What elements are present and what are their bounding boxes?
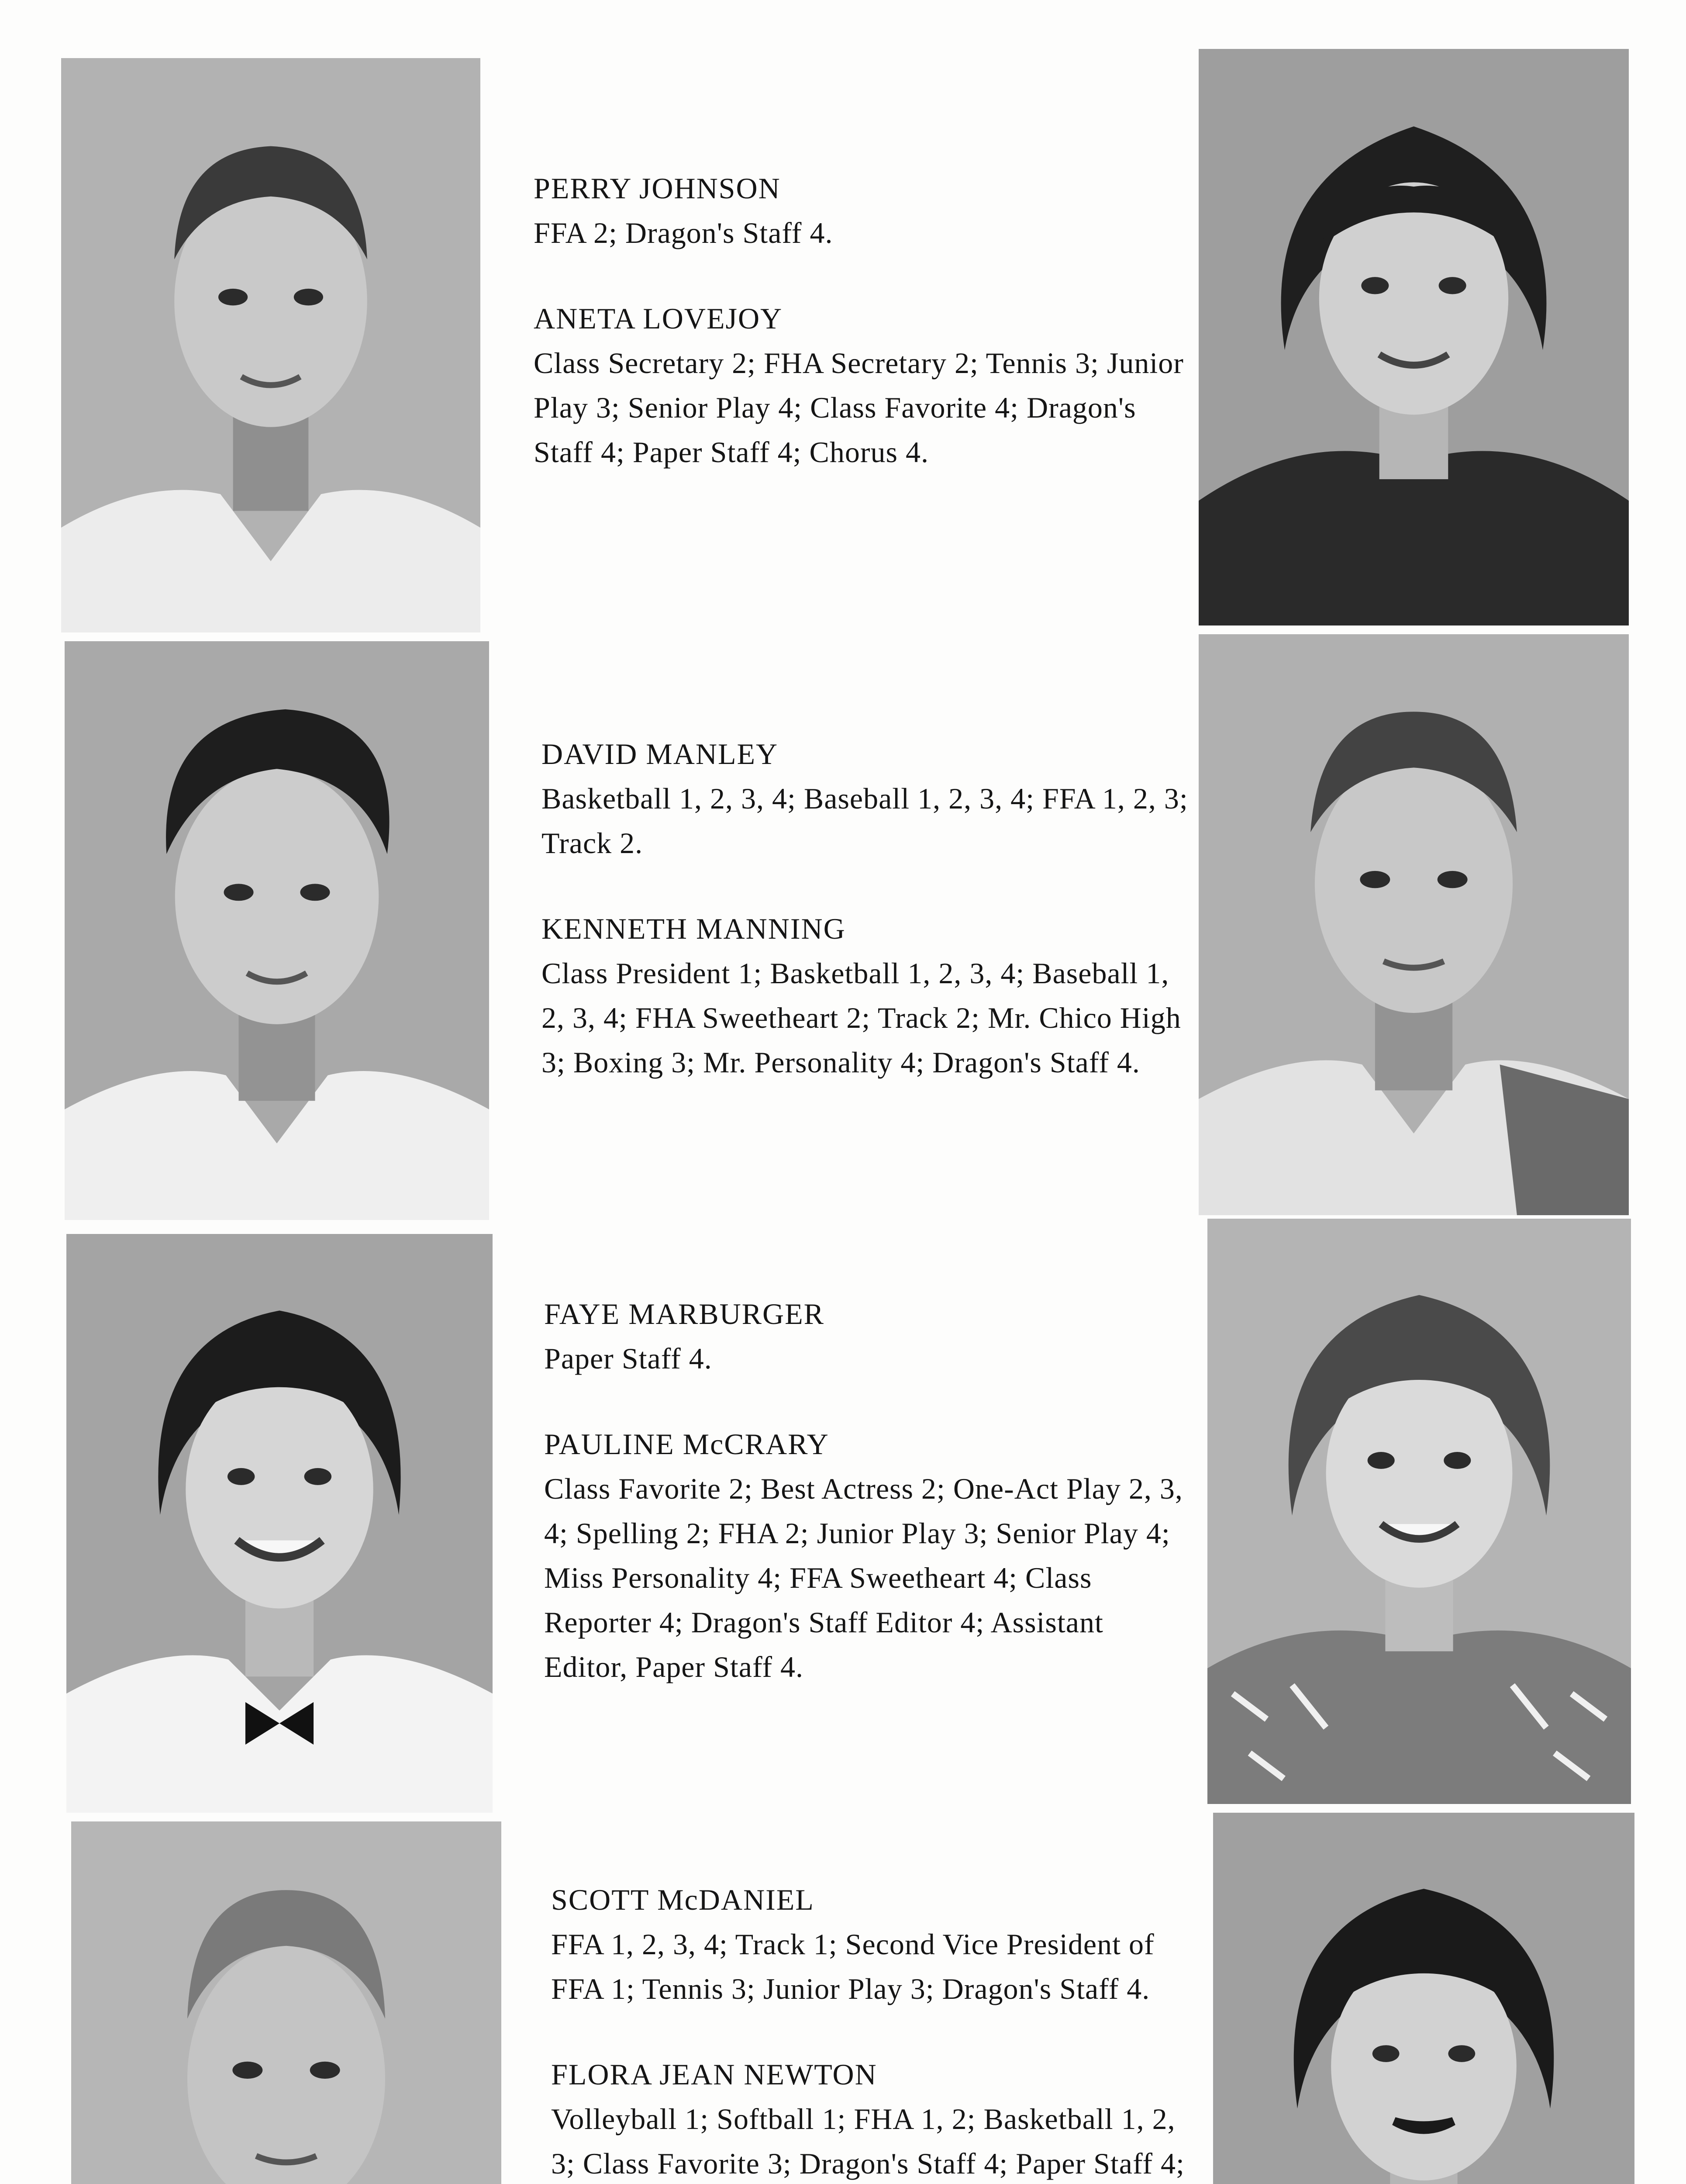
student-name: DAVID MANLEY — [541, 737, 779, 771]
portrait-girl-icon — [66, 1234, 493, 1813]
portrait-aneta-lovejoy — [1199, 49, 1629, 625]
student-activities: Basketball 1, 2, 3, 4; Baseball 1, 2, 3, 4; FFA 1, 2, 3; Track 2. — [541, 782, 1188, 860]
student-name: FAYE MARBURGER — [544, 1297, 825, 1330]
student-entry — [544, 1292, 1195, 1381]
student-name: SCOTT McDANIEL — [551, 1883, 814, 1916]
student-activities: Volleyball 1; Softball 1; FHA 1, 2; Basketball 1, 2, 3; Class Favorite 3; Dragon's Staff 4; Paper Staff 4; — [551, 2102, 1185, 2180]
portrait-faye-marburger — [66, 1234, 493, 1813]
portrait-scott-mcdaniel — [71, 1821, 501, 2184]
portrait-david-manley — [65, 641, 489, 1220]
student-entry — [534, 166, 1184, 255]
student-activities: Paper Staff 4. — [544, 1342, 712, 1375]
student-name: ANETA LOVEJOY — [534, 302, 783, 335]
student-entry — [534, 296, 1184, 474]
text-block-row-2 — [541, 732, 1192, 1085]
portrait-boy-icon — [65, 641, 489, 1220]
student-entry — [541, 732, 1192, 865]
portrait-pauline-mccrary — [1207, 1219, 1631, 1804]
student-name: KENNETH MANNING — [541, 912, 846, 945]
portrait-flora-jean-newton — [1213, 1813, 1634, 2184]
student-name: PAULINE McCRARY — [544, 1427, 829, 1461]
portrait-boy-icon — [61, 58, 480, 632]
student-entry — [541, 906, 1192, 1085]
student-activities: FFA 1, 2, 3, 4; Track 1; Second Vice President of FFA 1; Tennis 3; Junior Play 3; Dragon's Staff 4. — [551, 1928, 1155, 2005]
student-activities: Class President 1; Basketball 1, 2, 3, 4; Baseball 1, 2, 3, 4; FHA Sweetheart 2; Track 2; Mr. Chico High 3; Boxing 3; Mr. Personality 4; Dragon's Staff 4. — [541, 957, 1181, 1079]
student-name: FLORA JEAN NEWTON — [551, 2058, 877, 2091]
student-entry — [551, 1877, 1202, 2011]
student-activities: FFA 2; Dragon's Staff 4. — [534, 216, 833, 249]
portrait-girl-icon — [1199, 49, 1629, 625]
portrait-boy-icon — [1199, 634, 1629, 1215]
text-block-row-4 — [551, 1877, 1202, 2184]
student-entry — [544, 1422, 1195, 1689]
student-entry — [551, 2052, 1202, 2184]
portrait-girl-icon — [1207, 1219, 1631, 1804]
student-name: PERRY JOHNSON — [534, 172, 781, 205]
student-activities: Class Secretary 2; FHA Secretary 2; Tennis 3; Junior Play 3; Senior Play 4; Class Favorite 4; Dragon's Staff 4; Paper Staff 4; Chorus 4. — [534, 346, 1184, 469]
text-block-row-3 — [544, 1292, 1195, 1689]
portrait-girl-icon — [1213, 1813, 1634, 2184]
text-block-row-1 — [534, 166, 1184, 474]
student-activities: Class Favorite 2; Best Actress 2; One-Act Play 2, 3, 4; Spelling 2; FHA 2; Junior Play 3; Senior Play 4; Miss Personality 4; FFA Sweetheart 4; Class Reporter 4; Dragon's Staff Editor 4; Assistant Editor, Paper Staff 4. — [544, 1472, 1183, 1683]
portrait-kenneth-manning — [1199, 634, 1629, 1215]
portrait-perry-johnson — [61, 58, 480, 632]
portrait-boy-icon — [71, 1821, 501, 2184]
